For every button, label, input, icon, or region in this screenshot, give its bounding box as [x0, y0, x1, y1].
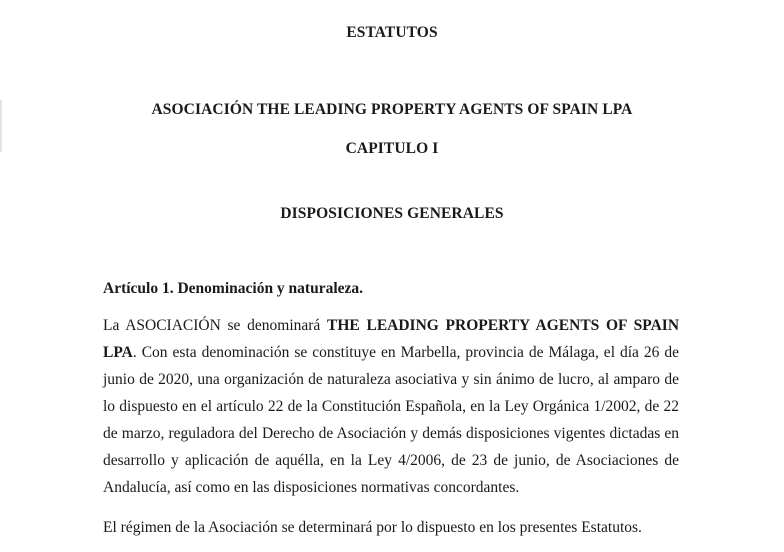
association-name: THE LEADING PROPERTY AGENTS OF SPAIN LPA — [103, 317, 680, 361]
article-title: Artículo 1. Denominación y naturaleza. — [103, 280, 364, 297]
article-paragraph-2: El régimen de la Asociación se determinará por lo dispuesto en los presentes Estatutos. — [103, 519, 642, 536]
paragraph-intro: La ASOCIACIÓN se denominará — [103, 317, 328, 334]
association-heading: ASOCIACIÓN THE LEADING PROPERTY AGENTS OF SPAIN LPA — [151, 101, 633, 118]
article-paragraph-1 — [103, 312, 679, 501]
chapter-title: DISPOSICIONES GENERALES — [280, 205, 504, 222]
document-title: ESTATUTOS — [346, 24, 438, 41]
paragraph-body: . Con esta denominación se constituye en Marbella, provincia de Málaga, el día 26 de junio de 2020, una organización de naturaleza asociativa y sin ánimo de lucro, al amparo de lo dispuesto en el artículo 22 de la Constitución Española, en la Ley Orgánica 1/2002, de 22 de marzo, reguladora del Derecho de Asociación y demás disposiciones vigentes dictadas en desarrollo y aplicación de aquélla, en la Ley 4/2006, de 23 de junio, de Asociaciones de Andalucía, así como en las disposiciones normativas concordantes. — [103, 344, 679, 496]
chapter-heading: CAPITULO I — [345, 140, 439, 157]
